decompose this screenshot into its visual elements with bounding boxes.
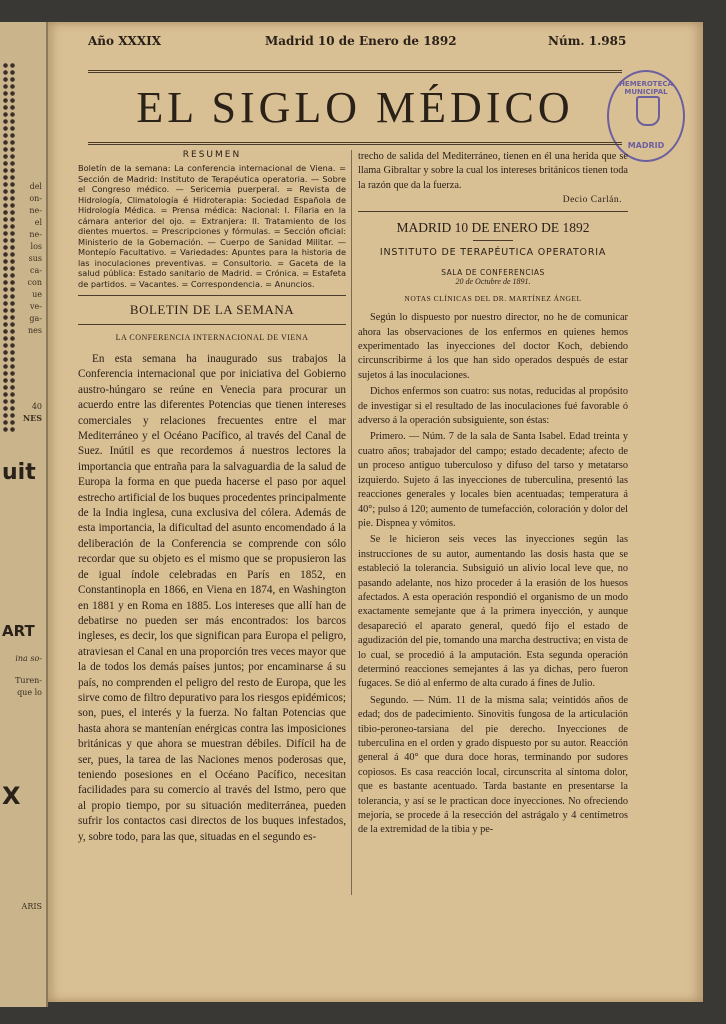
fragment-text: ga- (29, 314, 42, 323)
previous-page-edge (0, 22, 48, 1007)
masthead-rule (88, 142, 622, 145)
notas-heading: NOTAS CLÍNICAS DEL DR. MARTÍNEZ ÁNGEL (404, 294, 582, 304)
boletin-heading: BOLETIN DE LA SEMANA (129, 302, 295, 317)
issue-date: Madrid 10 de Enero de 1892 (265, 34, 457, 48)
fragment-text: ca- (30, 266, 42, 275)
fragment-text: con (27, 278, 42, 287)
boletin-subheading: LA CONFERENCIA INTERNACIONAL DE VIENA (115, 333, 309, 342)
fragment-ad: X (2, 782, 21, 810)
fragment-text: sus (28, 254, 42, 263)
stamp-top-text: HEMEROTECA MUNICIPAL (619, 80, 673, 96)
section-rule (78, 295, 346, 296)
paragraph: Primero. — Núm. 7 de la sala de Santa Isabel. Edad treinta y cuatro años; trabajador del campo; estado decadente; afecto de un proceso antiguo tuberculoso y difuso del tarso y metatarso izquierdo. Sujeto á las inyecciones de tuberculina, presentó las reacciones generales y locales bien acentuadas; temperatura á 40°; pulso á 120; aumento de tumefacción, coloración y dolor del pie. Dispnea y vómitos. (358, 431, 628, 529)
library-stamp (607, 70, 685, 162)
fragment-text: el (34, 218, 42, 227)
fragment-text: 40 (31, 402, 42, 411)
issue-year: Año XXXIX (88, 34, 162, 48)
fragment-ad: ART (2, 622, 35, 640)
fragment-text: los (30, 242, 42, 251)
fragment-text: ue (32, 290, 42, 299)
stamp-bottom-text: MADRID (627, 141, 665, 150)
article-body (358, 311, 628, 838)
decorative-dots (2, 62, 16, 432)
fragment-text: ARIS (21, 902, 42, 911)
fragment-text: que lo (17, 688, 42, 697)
fragment-text: on- (29, 194, 42, 203)
section-rule (78, 324, 346, 325)
fragment-text: Turen- (15, 676, 42, 685)
fragment-ad: uit (2, 460, 36, 485)
paragraph: Segundo. — Núm. 11 de la misma sala; veintidós años de edad; dos de padecimiento. Sinovitis fungosa de la articulación tibio-peroneo-tarsiana del pie derecho. Inyecciones de tuberculina en el orden y grado dispuesto por su autor. Reacción general á 40° que dura doce horas, terminando por sudores copiosos. Es casa reacción local, circunscrita al síntoma dolor, que es bastante acentuado. Tarda bastante en presentarse la tolerancia, y así se le practican doce inyecciones. No ofreciendo mejoría, se procede á la resección del astrágalo y 4 centímetros de la extremidad de la tibia y pe- (358, 694, 628, 836)
sala-heading: SALA DE CONFERENCIAS (441, 268, 545, 278)
short-rule (473, 240, 513, 241)
masthead-title: EL SIGLO MÉDICO (136, 83, 574, 132)
paragraph: Se le hicieron seis veces las inyecciones según las instrucciones de su autor, aumentando las dosis hasta que se estableció la tolerancia. Subsiguió un alivio local leve que, no pasando adelante, nos hizo proceder á la erasión de los huesos afectados. A esta operación respondió el organismo de un modo exactamente semejante que á la primera inyección, y aunque desapareció el aparato general, quedó fijo el estado de agudización del pie, tomando una marcha destructiva; en vista de lo cual, se procedió á la amputación. Esta segunda operación determinó reacciones semejantes á las ya dichas, pero fueron fugaces. Se dió al enfermo de alta curado á fines de Julio. (358, 534, 628, 690)
section-rule (358, 211, 628, 212)
column-separator (351, 150, 352, 895)
fragment-text: ne- (29, 230, 42, 239)
header-rule (88, 70, 622, 73)
right-column (358, 150, 628, 840)
left-column (78, 150, 346, 845)
paragraph: Según lo dispuesto por nuestro director, no he de comunicar ahora las observaciones de los enfermos en quienes hemos experimentado las inyecciones del doctor Koch, debiendo circunscribirme á los que han sido operados después de estar sujetos á las inoculaciones. (358, 312, 628, 381)
resumen-heading: RESUMEN (182, 150, 242, 160)
fragment-text: nes (28, 326, 42, 335)
continuation-text: trecho de salida del Mediterráneo, tienen en él una herida que se llama Gibraltar y sobre la cual los intereses británicos tienen toda la razón que da la fuerza. (358, 151, 628, 191)
fragment-text: ina so- (15, 654, 42, 663)
issue-number: Núm. 1.985 (548, 34, 627, 48)
fragment-text: ne- (29, 206, 42, 215)
fragment-text: del (29, 182, 42, 191)
madrid-heading: MADRID 10 DE ENERO DE 1892 (396, 220, 590, 236)
boletin-body: En esta semana ha inaugurado sus trabajos la Conferencia internacional que por iniciativa del Gobierno austro-húngaro se reúne en Venecia para procurar un acuerdo entre las diferentes Potencias que tienen intereses comerciales y relaciones frecuentes entre el mar Mediterráneo y el Océano Pacífico, al través del Canal de Suez. Inútil es que recordemos á nuestros lectores la importancia que entraña para la salvaguardia de la salud de Europa la forma en que pueda hacerse el paso por aquel estrecho artificial de los buques procedentes principalmente de la India inglesa, cuna exclusiva del cólera. Además de esta importancia, la dificultad del asunto encomendado á la deliberación de la Conferencia se comprende con sólo recordar que su objeto es el mismo que se propusieron las de igual índole celebradas en París en 1852, en Constantinopla en 1866, en Viena en 1874, en Washington en 1881 y en Roma en 1885. Los intereses que allí han de debatirse no pueden ser más encontrados: los barcos ingleses, es decir, los que significan para Europa el peligro, atraviesan el Canal en una proporción tres veces mayor que la de todos los demás países juntos; por encaminarse á su país, no comprenden el peligro del resto de Europa, que les sirve como de filtro depurativo para los riesgos epidémicos; son, pues, el interés y la fuerza. No faltan Potencias que hasta ahora se mantenían enérgicas contra las imposiciones británicas y que ahora se muestran débiles. Difícil ha de ser, pues, la tarea de las Naciones menos poderosas que, teniendo posesiones en el Océano Pacífico, necesitan facilidades para su comercio al través del Istmo, pero que al propio tiempo, por su situación mediterránea, pueden sufrir los contactos casi directos de los buques infestados, y, sobre todo, para las que, situadas en el segundo es- (78, 353, 346, 843)
paragraph: Dichos enfermos son cuatro: sus notas, reducidas al propósito de investigar si el resultado de las inoculaciones fué favorable ó adverso á la operación subsiguiente, son éstas: (358, 386, 628, 427)
institute-heading: INSTITUTO DE TERAPÉUTICA OPERATORIA (379, 247, 607, 259)
fragment-text: ve- (30, 302, 42, 311)
resumen-text: Boletín de la semana: La conferencia internacional de Viena. = Sección de Madrid: Instituto de Terapéutica operatoria. — Sobre el Congreso médico. — Sericemia puerperal. = Revista de Hidrología, Climatología é Hidroterapia: Sociedad Española de Hidrología Médica. = Prensa médica: Nacional: I. Fílaria en la cámara anterior del ojo. = Extranjera: II. Tratamiento de los dientes muertos. = Prescripciones y fórmulas. = Sección oficial: Ministerio de la Gobernación. — Cuerpo de Sanidad Militar. — Montepío Facultativo. = Variedades: Apuntes para la historia de las inoculaciones preventivas. = Consultorio. = Gaceta de la salud pública: Estado sanitario de Madrid. = Crónica. = Estafeta de partidos. = Vacantes. = Correspondencia. = Anuncios. (78, 163, 346, 289)
sala-date: 20 de Octubre de 1891. (455, 277, 531, 287)
author-signature: Decio Carlán. (562, 195, 622, 206)
fragment-text: NES (22, 413, 42, 423)
coat-of-arms-icon (636, 96, 660, 126)
